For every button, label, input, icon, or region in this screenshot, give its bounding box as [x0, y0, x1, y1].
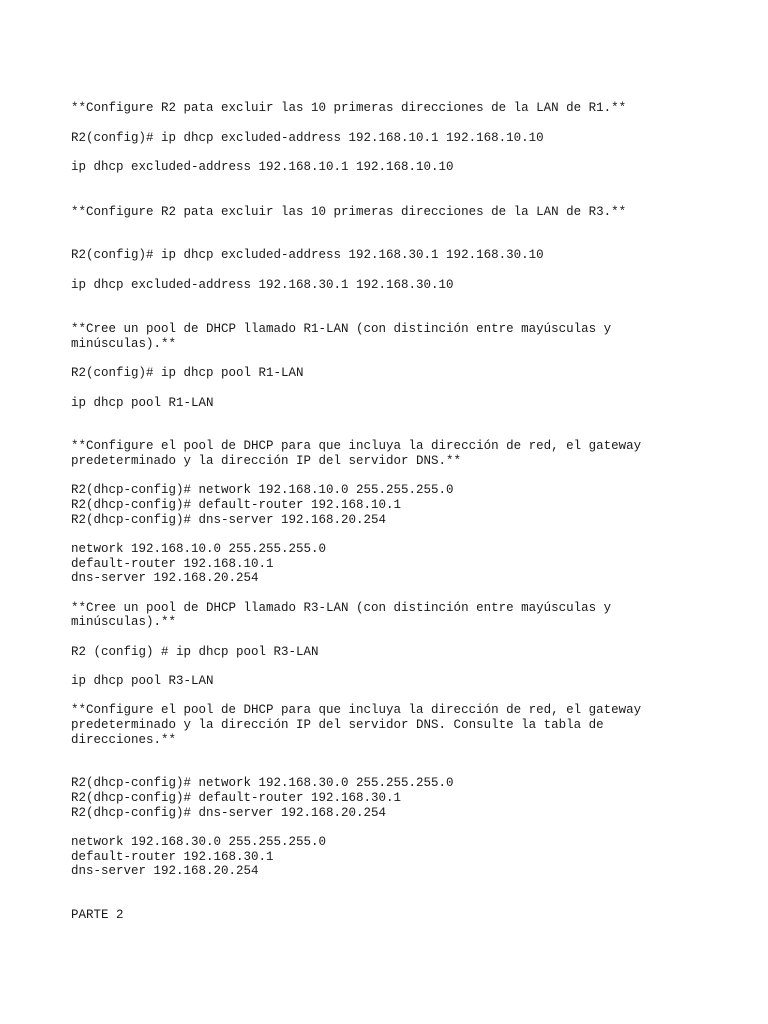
command-pool-r1-prompt: R2(config)# ip dhcp pool R1-LAN	[71, 366, 304, 380]
command-router-r1-prompt: R2(dhcp-config)# default-router 192.168.10.1	[71, 498, 402, 512]
section-heading-parte-2: PARTE 2	[71, 908, 124, 922]
command-exclude-r1-prompt: R2(config)# ip dhcp excluded-address 192.168.10.1 192.168.10.10	[71, 131, 544, 145]
command-network-r1-prompt: R2(dhcp-config)# network 192.168.10.0 255.255.255.0	[71, 483, 454, 497]
instruction-config-r3-line1: **Configure el pool de DHCP para que incluya la dirección de red, el gateway	[71, 703, 642, 717]
command-dns-r1-prompt: R2(dhcp-config)# dns-server 192.168.20.254	[71, 513, 387, 527]
instruction-pool-r3-line2: minúsculas).**	[71, 615, 177, 629]
command-pool-r3: ip dhcp pool R3-LAN	[71, 674, 214, 688]
command-exclude-r3: ip dhcp excluded-address 192.168.30.1 192.168.30.10	[71, 278, 454, 292]
command-exclude-r3-prompt: R2(config)# ip dhcp excluded-address 192.168.30.1 192.168.30.10	[71, 248, 544, 262]
command-router-r3-prompt: R2(dhcp-config)# default-router 192.168.30.1	[71, 791, 402, 805]
command-network-r3-prompt: R2(dhcp-config)# network 192.168.30.0 255.255.255.0	[71, 776, 454, 790]
instruction-exclude-r1: **Configure R2 pata excluir las 10 primeras direcciones de la LAN de R1.**	[71, 101, 627, 115]
instruction-pool-r1-line1: **Cree un pool de DHCP llamado R1-LAN (con distinción entre mayúsculas y	[71, 322, 612, 336]
instruction-config-r3-line2: predeterminado y la dirección IP del servidor DNS. Consulte la tabla de	[71, 718, 604, 732]
instruction-pool-r3-line1: **Cree un pool de DHCP llamado R3-LAN (con distinción entre mayúsculas y	[71, 601, 612, 615]
command-pool-r1: ip dhcp pool R1-LAN	[71, 396, 214, 410]
command-network-r1: network 192.168.10.0 255.255.255.0	[71, 542, 327, 556]
command-pool-r3-prompt: R2 (config) # ip dhcp pool R3-LAN	[71, 645, 319, 659]
instruction-exclude-r3: **Configure R2 pata excluir las 10 primeras direcciones de la LAN de R3.**	[71, 205, 627, 219]
instruction-config-r1-line1: **Configure el pool de DHCP para que incluya la dirección de red, el gateway	[71, 439, 642, 453]
instruction-config-r1-line2: predeterminado y la dirección IP del servidor DNS.**	[71, 454, 462, 468]
command-router-r3: default-router 192.168.30.1	[71, 850, 274, 864]
instruction-pool-r1-line2: minúsculas).**	[71, 337, 177, 351]
command-exclude-r1: ip dhcp excluded-address 192.168.10.1 192.168.10.10	[71, 160, 454, 174]
command-router-r1: default-router 192.168.10.1	[71, 557, 274, 571]
command-network-r3: network 192.168.30.0 255.255.255.0	[71, 835, 327, 849]
command-dns-r1: dns-server 192.168.20.254	[71, 571, 259, 585]
command-dns-r3: dns-server 192.168.20.254	[71, 864, 259, 878]
command-dns-r3-prompt: R2(dhcp-config)# dns-server 192.168.20.254	[71, 806, 387, 820]
instruction-config-r3-line3: direcciones.**	[71, 733, 177, 747]
